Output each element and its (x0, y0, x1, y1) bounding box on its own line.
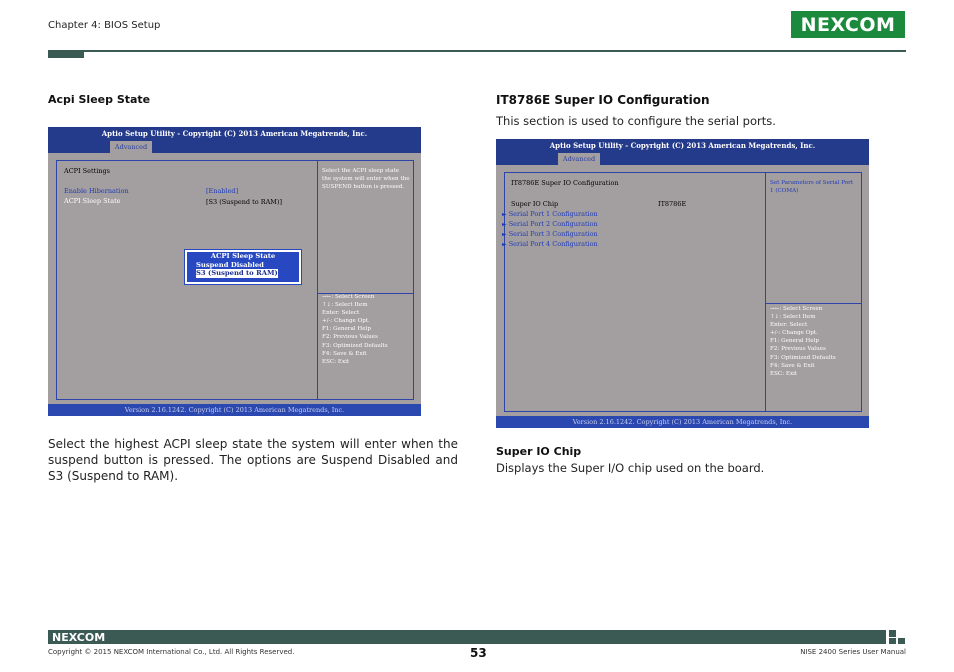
key-esc: ESC: Exit (322, 358, 350, 365)
acpi-sleep-state-value[interactable]: [S3 (Suspend to RAM)] (206, 198, 283, 206)
submenu-arrow-icon: ► (502, 211, 507, 218)
footer-bar (48, 630, 886, 644)
super-io-chip-description: Displays the Super I/O chip used on the board. (496, 461, 765, 475)
nexcom-logo (791, 11, 905, 38)
bios-help-text (770, 179, 853, 195)
key-enter: Enter: Select (770, 322, 808, 329)
key-f3: F3: Optimized Defaults (322, 342, 388, 349)
manual-name: NISE 2400 Series User Manual (800, 648, 906, 656)
super-io-chip-value: IT8786E (658, 200, 687, 208)
bios-key-legend (770, 305, 836, 378)
help-line: SUSPEND button is pressed. (322, 184, 405, 191)
key-f3: F3: Optimized Defaults (770, 354, 836, 361)
help-line: 1 (COMA) (770, 188, 799, 195)
bios-title-bar: Aptio Setup Utility - Copyright (C) 2013 American Megatrends, Inc. (48, 127, 421, 140)
key-f4: F4: Save & Exit (770, 362, 815, 369)
header-accent-block (48, 50, 84, 58)
enable-hibernation-label[interactable]: Enable Hibernation (64, 187, 129, 195)
submenu-arrow-icon: ► (502, 241, 507, 248)
super-io-chip-title: Super IO Chip (496, 445, 582, 458)
submenu-arrow-icon: ► (502, 231, 507, 238)
super-io-chip-label: Super IO Chip (511, 200, 559, 208)
tab-advanced[interactable]: Advanced (558, 153, 600, 165)
key-f1: F1: General Help (322, 326, 371, 333)
footer-square (889, 638, 896, 644)
key-esc: ESC: Exit (770, 370, 798, 377)
tab-advanced[interactable]: Advanced (110, 141, 152, 153)
serial-port-2-config[interactable]: ► Serial Port 2 Configuration (502, 220, 598, 228)
help-line: the system will enter when the (322, 176, 410, 183)
page-number: 53 (470, 646, 487, 660)
bios-bottom-bar: Version 2.16.1242. Copyright (C) 2013 American Megatrends, Inc. (496, 416, 869, 428)
serial-port-4-config[interactable]: ► Serial Port 4 Configuration (502, 240, 598, 248)
serial-port-1-config[interactable]: ► Serial Port 1 Configuration (502, 210, 598, 218)
key-select-screen: →←: Select Screen (770, 306, 823, 312)
acpi-sleep-state-description: Select the highest ACPI sleep state the system will enter when the suspend button is pressed. The options are Suspend Disabled and S3 (Suspend to RAM). (48, 437, 458, 483)
bios-section-title: ACPI Settings (64, 167, 110, 175)
acpi-sleep-state-label[interactable]: ACPI Sleep State (64, 197, 121, 205)
acpi-sleep-state-popup[interactable] (185, 250, 301, 284)
key-f4: F4: Save & Exit (322, 350, 367, 357)
bios-bottom-bar: Version 2.16.1242. Copyright (C) 2013 American Megatrends, Inc. (48, 404, 421, 416)
serial-port-3-config[interactable]: ► Serial Port 3 Configuration (502, 230, 598, 238)
key-f2: F2: Previous Values (322, 334, 378, 341)
key-change-opt: +/-: Change Opt. (322, 318, 370, 325)
key-select-item: ↑↓: Select Item (770, 314, 816, 321)
footer-square (898, 638, 905, 644)
logo-text: NEXCOM (800, 13, 896, 36)
bios-help-divider (765, 303, 862, 304)
key-select-item: ↑↓: Select Item (322, 302, 368, 309)
header-rule (48, 50, 906, 52)
key-f1: F1: General Help (770, 338, 819, 345)
bios-title-bar: Aptio Setup Utility - Copyright (C) 2013 American Megatrends, Inc. (496, 139, 869, 152)
bios-section-title: IT8786E Super IO Configuration (511, 179, 619, 187)
key-enter: Enter: Select (322, 310, 360, 317)
submenu-arrow-icon: ► (502, 221, 507, 228)
bios-help-text (322, 167, 410, 191)
help-line: Set Parameters of Serial Port (770, 180, 854, 186)
bios-tab-row (496, 152, 869, 165)
super-io-intro: This section is used to configure the serial ports. (496, 114, 776, 128)
footer-square (889, 630, 896, 637)
bios-side-divider (317, 160, 318, 400)
footer-copyright: Copyright © 2015 NEXCOM International Co., Ltd. All Rights Reserved. (48, 648, 295, 656)
popup-option-suspend-disabled[interactable]: Suspend Disabled (196, 261, 264, 269)
key-change-opt: +/-: Change Opt. (770, 330, 818, 337)
bios-tab-row (48, 140, 421, 153)
key-f2: F2: Previous Values (770, 346, 826, 353)
bios-screenshot-superio (496, 139, 869, 428)
super-io-config-title: IT8786E Super IO Configuration (496, 93, 710, 107)
popup-option-s3[interactable]: S3 (Suspend to RAM) (196, 269, 278, 277)
bios-screenshot-acpi (48, 127, 421, 416)
footer-logo: NEXCOM (52, 631, 106, 644)
popup-title: ACPI Sleep State (210, 252, 276, 260)
bios-key-legend (322, 293, 388, 366)
chapter-heading: Chapter 4: BIOS Setup (48, 20, 161, 31)
help-line: Select the ACPI sleep state (322, 168, 400, 174)
bios-side-divider (765, 172, 766, 412)
enable-hibernation-value[interactable]: [Enabled] (206, 187, 239, 195)
key-select-screen: →←: Select Screen (322, 294, 375, 300)
acpi-sleep-state-title: Acpi Sleep State (48, 93, 151, 106)
